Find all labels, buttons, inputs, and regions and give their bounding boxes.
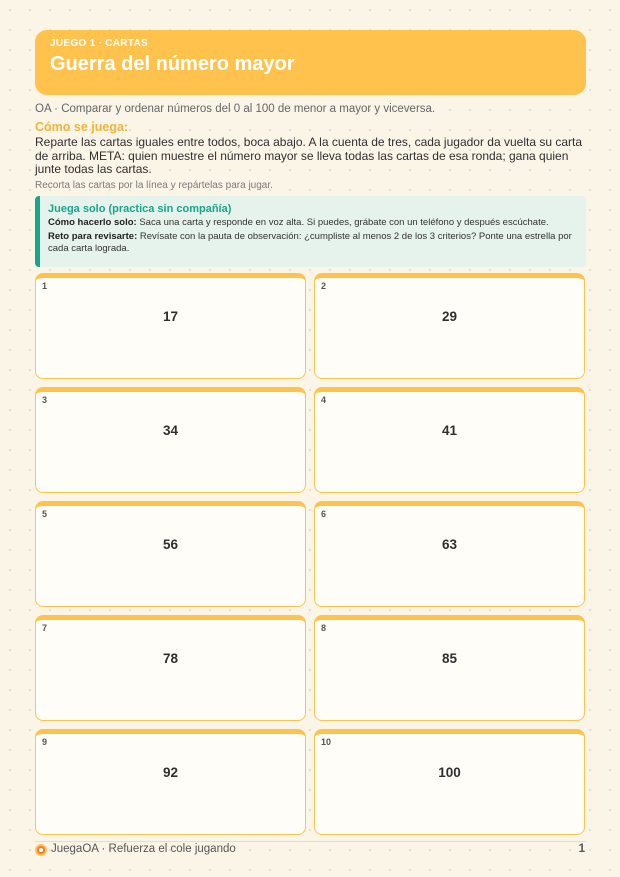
number-card: [35, 387, 306, 493]
solo-how-text: Saca una carta y responde en voz alta. Si puedes, grábate con un teléfono y después escúchate.: [136, 217, 549, 228]
solo-review: [48, 231, 578, 255]
solo-review-label: Reto para revisarte:: [48, 231, 138, 242]
card-value: 92: [162, 765, 179, 780]
card-index: 9: [42, 737, 48, 747]
card-index: 6: [321, 509, 327, 519]
card-index: 10: [321, 737, 332, 747]
game-header: [35, 30, 586, 95]
card-value: 100: [438, 765, 461, 780]
card-index: 8: [321, 623, 327, 633]
number-card: [314, 729, 585, 835]
cut-note: Recorta las cartas por la línea y repártelas para jugar.: [35, 180, 273, 191]
page-number: 1: [578, 843, 585, 855]
card-value: 78: [162, 651, 179, 666]
solo-play-box: [35, 196, 586, 267]
card-index: 3: [42, 395, 48, 405]
number-card: [35, 615, 306, 721]
rules-text: Reparte las cartas iguales entre todos, boca abajo. A la cuenta de tres, cada jugador da vuelta su carta de arriba. META: quien muestre el número mayor se lleva todas las cartas de esa ronda; gana quien junte todas las cartas.: [35, 135, 583, 176]
card-index: 4: [321, 395, 327, 405]
number-card: [314, 615, 585, 721]
card-index: 5: [42, 509, 48, 519]
learning-objective: OA · Comparar y ordenar números del 0 al 100 de menor a mayor y viceversa.: [35, 103, 436, 115]
footer-text: JuegaOA · Refuerza el cole jugando: [51, 843, 236, 855]
solo-review-text: Revísate con la pauta de observación: ¿cumpliste al menos 2 de los 3 criterios? Ponte una estrella por cada carta lograda.: [48, 231, 572, 254]
howto-title: Cómo se juega:: [35, 120, 129, 134]
game-kicker: JUEGO 1 · CARTAS: [50, 38, 148, 49]
footer-divider: [35, 841, 586, 842]
number-card: [314, 273, 585, 379]
card-value: 63: [441, 537, 458, 552]
number-card: [35, 729, 306, 835]
card-index: 1: [42, 281, 48, 291]
solo-how: [48, 217, 578, 229]
card-value: 85: [441, 651, 458, 666]
number-card: [314, 387, 585, 493]
number-card: [314, 501, 585, 607]
card-value: 17: [162, 309, 179, 324]
number-card: [35, 501, 306, 607]
card-value: 56: [162, 537, 179, 552]
card-value: 41: [441, 423, 458, 438]
card-index: 7: [42, 623, 48, 633]
card-value: 34: [162, 423, 179, 438]
number-card: [35, 273, 306, 379]
logo-icon: [35, 844, 47, 856]
card-value: 29: [441, 309, 458, 324]
page-title: Guerra del número mayor: [50, 53, 295, 75]
solo-how-label: Cómo hacerlo solo:: [48, 217, 137, 228]
solo-title: Juega solo (practica sin compañía): [48, 203, 232, 215]
card-index: 2: [321, 281, 327, 291]
